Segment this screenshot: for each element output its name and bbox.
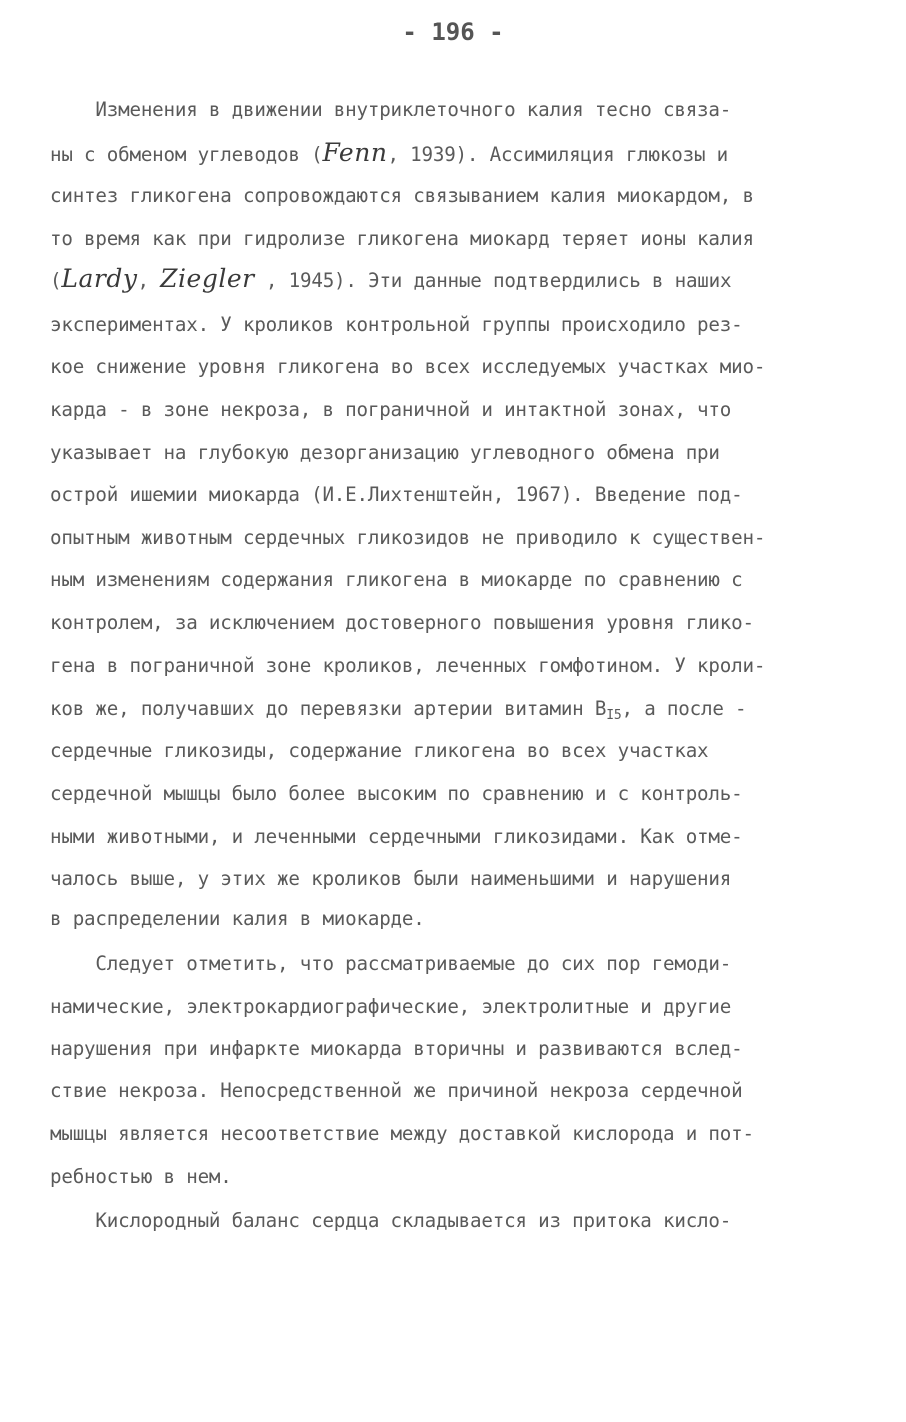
text-line xyxy=(50,225,754,253)
text-line xyxy=(50,481,742,509)
text-segment: ( xyxy=(50,269,62,292)
text-segment: сердечной мышцы было более высоким по сравнению и с контроль- xyxy=(50,782,743,805)
text-segment: намические, электрокардиографические, электролитные и другие xyxy=(50,995,732,1018)
text-segment: Следует отметить, что рассматриваемые до сих пор гемоди- xyxy=(50,952,732,975)
text-line xyxy=(50,865,731,893)
text-segment: острой ишемии миокарда (И.Е.Лихтенштейн, 1967). Введение под- xyxy=(50,483,743,506)
text-line xyxy=(50,353,765,381)
text-segment: ным изменениям содержания гликогена в миокарде по сравнению с xyxy=(50,568,743,591)
text-segment: , xyxy=(137,269,161,292)
text-segment: то время как при гидролизе гликогена миокард теряет ионы калия xyxy=(50,227,754,250)
handwritten-name: Lardy xyxy=(61,264,138,293)
text-segment: мышцы является несоответствие между доставкой кислорода и пот- xyxy=(50,1122,754,1145)
text-line xyxy=(50,265,731,295)
text-segment: чалось выше, у этих же кроликов были наименьшими и нарушения xyxy=(50,867,732,890)
text-segment: ребностью в нем. xyxy=(50,1165,232,1188)
text-segment: синтез гликогена сопровождаются связыванием калия миокардом, в xyxy=(50,184,754,207)
text-segment: Изменения в движении внутриклеточного калия тесно связа- xyxy=(50,98,732,121)
text-segment: нарушения при инфаркте миокарда вторичны и развиваются вслед- xyxy=(50,1037,743,1060)
text-segment: гена в пограничной зоне кроликов, леченных гомфотином. У кроли- xyxy=(50,654,766,677)
text-segment: , а после - xyxy=(621,697,747,720)
text-segment: карда - в зоне некроза, в пограничной и интактной зонах, что xyxy=(50,398,732,421)
page-number: - 196 - xyxy=(402,18,504,46)
handwritten-name: Fenn xyxy=(322,138,388,167)
text-segment: сердечные гликозиды, содержание гликогена во всех участках xyxy=(50,739,709,762)
text-segment: ствие некроза. Непосредственной же причиной некроза сердечной xyxy=(50,1079,743,1102)
text-segment: экспериментах. У кроликов контрольной группы происходило рез- xyxy=(50,313,743,336)
text-segment: опытным животным сердечных гликозидов не приводило к существен- xyxy=(50,526,766,549)
text-line xyxy=(50,609,754,637)
text-line xyxy=(50,993,731,1021)
text-segment: в распределении калия в миокарде. xyxy=(50,907,425,930)
text-line xyxy=(50,950,731,978)
text-line xyxy=(50,524,765,552)
handwritten-name: Ziegler xyxy=(160,264,255,293)
text-line xyxy=(50,139,728,169)
text-line xyxy=(50,311,742,339)
text-line xyxy=(50,1207,731,1235)
text-line xyxy=(50,737,708,765)
text-segment: , 1939). Ассимиляция глюкозы и xyxy=(387,143,728,166)
text-line xyxy=(50,182,754,210)
text-line xyxy=(50,439,720,467)
text-segment: Кислородный баланс сердца складывается из притока кисло- xyxy=(50,1209,732,1232)
text-line xyxy=(50,652,765,680)
text-line xyxy=(50,1163,232,1191)
text-segment: ны с обменом углеводов ( xyxy=(50,143,323,166)
text-line xyxy=(50,1120,754,1148)
text-line xyxy=(50,396,731,424)
text-line xyxy=(50,96,731,124)
text-line xyxy=(50,780,742,808)
text-segment: контролем, за исключением достоверного повышения уровня глико- xyxy=(50,611,754,634)
text-segment: кое снижение уровня гликогена во всех исследуемых участках мио- xyxy=(50,355,766,378)
text-segment: ными животными, и леченными сердечными гликозидами. Как отме- xyxy=(50,825,743,848)
subscript: I5 xyxy=(606,708,622,723)
text-segment: , 1945). Эти данные подтвердились в наших xyxy=(254,269,732,292)
text-line xyxy=(50,905,425,933)
text-line xyxy=(50,823,742,851)
text-line xyxy=(50,1035,742,1063)
text-line xyxy=(50,1077,742,1105)
text-line xyxy=(50,695,746,730)
text-segment: ков же, получавших до перевязки артерии витамин B xyxy=(50,697,607,720)
text-line xyxy=(50,566,742,594)
text-segment: указывает на глубокую дезорганизацию углеводного обмена при xyxy=(50,441,720,464)
